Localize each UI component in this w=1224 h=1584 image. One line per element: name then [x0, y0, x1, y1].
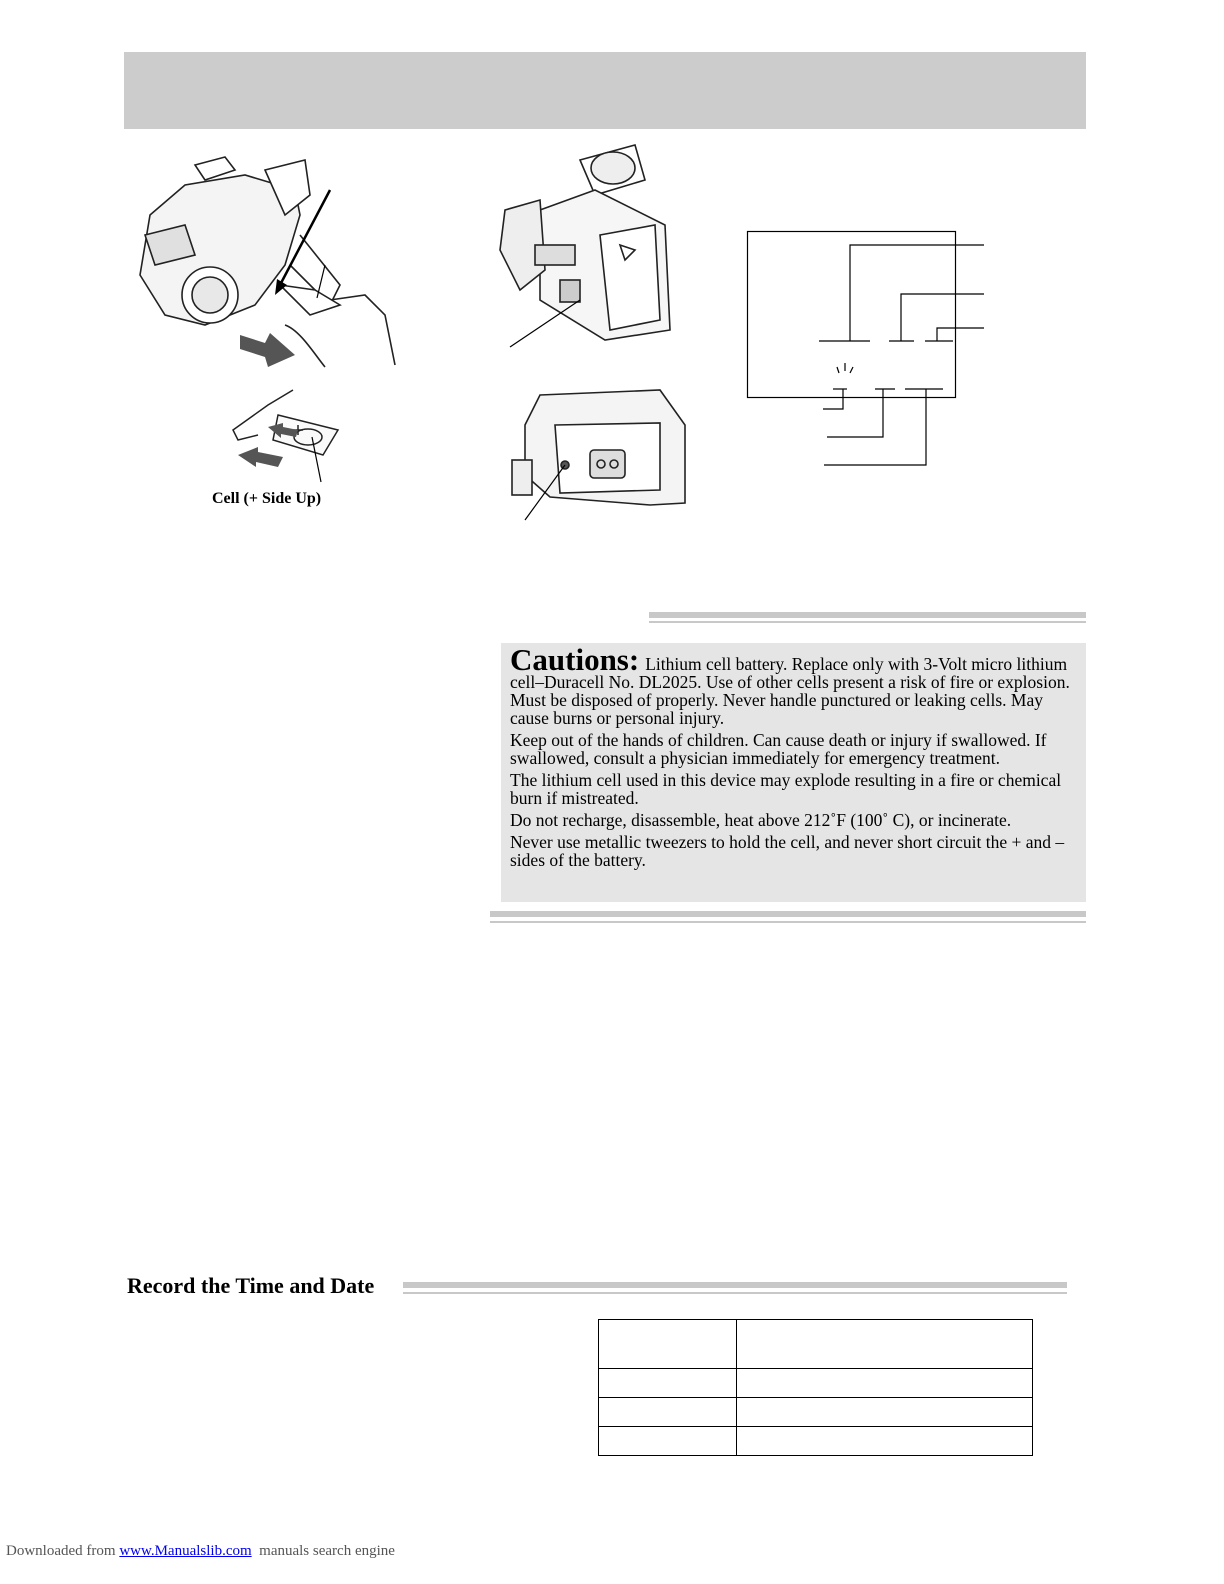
header-band — [124, 52, 1086, 129]
caution-title: Cautions: — [510, 642, 640, 677]
footer-suffix: manuals search engine — [251, 1543, 395, 1559]
camcorder-cell-holder-illustration — [125, 155, 415, 370]
table-cell — [737, 1427, 1033, 1456]
table-row — [599, 1427, 1033, 1456]
table-cell — [599, 1398, 737, 1427]
table-cell — [599, 1427, 737, 1456]
footer-prefix: Downloaded from — [6, 1543, 120, 1559]
section-rule — [403, 1292, 1067, 1294]
table-row — [599, 1320, 1033, 1369]
camcorder-bottom-illustration — [510, 385, 695, 525]
caution-paragraph: The lithium cell used in this device may explode resulting in a fire or chemical burn if mistreated. — [510, 770, 1062, 808]
caution-paragraph — [510, 642, 1077, 728]
table-row — [599, 1398, 1033, 1427]
table-cell — [599, 1320, 737, 1369]
caution-rule — [649, 621, 1086, 623]
section-title: Record the Time and Date — [127, 1273, 375, 1298]
cell-insertion-illustration — [228, 385, 348, 485]
table-cell — [737, 1369, 1033, 1398]
cell-caption: Cell (+ Side Up) — [212, 490, 322, 507]
table-cell — [737, 1320, 1033, 1369]
caution-text: Lithium cell battery. Replace only with 3-Volt micro lithium cell–Duracell No. DL2025. Use of other cells present a risk of fire or explosion. Must be disposed of properly. Never handle punctured or leaking cells. May cause burns or personal injury. — [510, 654, 1070, 728]
caution-rule — [490, 911, 1086, 917]
caution-box — [501, 643, 1086, 902]
caution-paragraph: Keep out of the hands of children. Can cause death or injury if swallowed. If swallowed, consult a physician immediately for emergency treatment. — [510, 730, 1047, 768]
time-date-table — [598, 1319, 1033, 1456]
footer — [6, 1543, 395, 1560]
table-row — [599, 1369, 1033, 1398]
display-callout-diagram — [747, 231, 987, 471]
table-cell — [737, 1398, 1033, 1427]
caution-rule — [490, 921, 1086, 923]
caution-rule — [649, 612, 1086, 618]
table-cell — [599, 1369, 737, 1398]
camcorder-rear-illustration — [495, 140, 700, 350]
section-rule — [403, 1282, 1067, 1288]
manualslib-link[interactable]: www.Manualslib.com — [119, 1543, 252, 1559]
caution-paragraph: Never use metallic tweezers to hold the cell, and never short circuit the + and – sides of the battery. — [510, 832, 1065, 870]
caution-paragraph: Do not recharge, disassemble, heat above 212˚F (100˚ C), or incinerate. — [510, 810, 1012, 830]
